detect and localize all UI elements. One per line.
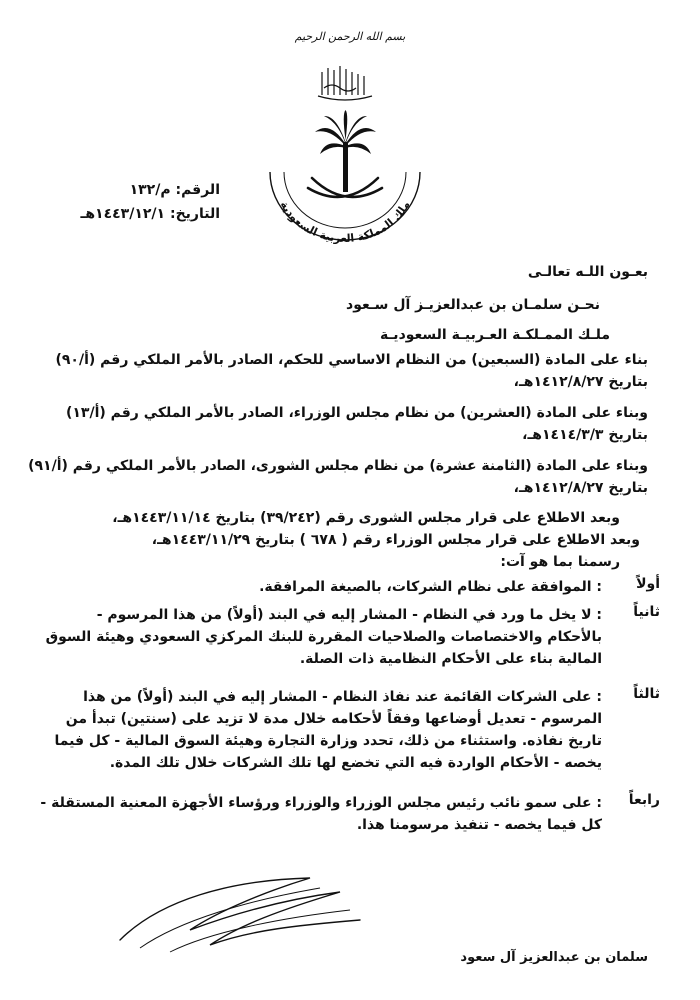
article-2: [40, 604, 660, 670]
article-label: ثانياً: [633, 604, 660, 620]
handwritten-signature: [80, 870, 380, 960]
article-text: : لا يخل ما ورد في النظام - المشار إليه في البند (أولاً) من هذا المرسوم - بالأحكام والاختصاصات والصلاحيات المقررة للبنك المركزي السعودي وهيئة السوق المالية بناء على الأحكام النظامية ذات الصلة.: [45, 607, 602, 667]
decree-number: الرقم: م/١٣٢: [129, 182, 220, 198]
reference-block: [40, 178, 220, 226]
preamble-line: بتاريخ ١٤١٢/٨/٢٧هـ،: [513, 480, 648, 496]
preamble-line: رسمنا بما هو آت:: [500, 554, 620, 570]
article-text: : على الشركات القائمة عند نفاذ النظام - المشار إليه في البند (أولاً) من هذا المرسوم - تعديل أوضاعها وفقاً لأحكامه خلال مدة لا تزيد على (سنتين) تبدأ من تاريخ نفاذه. واستثناء من ذلك، تحدد وزارة التجارة وهيئة السوق المالية - كل فيما يخصه - الأحكام الواردة فيه التي تخضع لها تلك الشركات خلال تلك المدة.: [54, 689, 602, 771]
basmala: بسم الله الرحمن الرحيم: [294, 30, 406, 43]
article-text: : على سمو نائب رئيس مجلس الوزراء والوزراء ورؤساء الأجهزة المعنية المستقلة - كل فيما يخصه - تنفيذ مرسومنا هذا.: [40, 795, 602, 833]
article-label: رابعاً: [628, 792, 660, 808]
opening-king-title: ملـك الممـلكـة العـربيـة السعوديـة: [380, 327, 610, 343]
preamble-line: بتاريخ ١٤١٤/٣/٣هـ،: [522, 427, 648, 443]
article-label: ثالثاً: [633, 686, 660, 702]
preamble-line: وبعد الاطلاع على قرار مجلس الوزراء رقم ( ٦٧٨ ) بتاريخ ١٤٤٣/١١/٢٩هـ،: [151, 532, 640, 548]
article-4: [40, 792, 660, 836]
article-label: أولاً: [636, 576, 660, 592]
decree-date: التاريخ: ١٤٤٣/١٢/١هـ: [80, 206, 220, 222]
article-3: [40, 686, 660, 796]
emblem-ring-text: ملك المملكة العربية السعودية: [277, 198, 413, 245]
preamble-line: بتاريخ ١٤١٢/٨/٢٧هـ،: [513, 374, 648, 390]
svg-text:ملك المملكة العربية السعودية: [278, 199, 413, 245]
saudi-emblem-icon: [260, 60, 430, 245]
preamble-line: وبناء على المادة (الثامنة عشرة) من نظام مجلس الشورى، الصادر بالأمر الملكي رقم (أ/٩١): [28, 458, 648, 474]
palm-tree: [315, 110, 376, 192]
preamble-line: بناء على المادة (السبعين) من النظام الاساسي للحكم، الصادر بالأمر الملكي رقم (أ/٩٠): [55, 352, 648, 368]
preamble-line: وبعد الاطلاع على قرار مجلس الشورى رقم (٣٩/٢٤٢) بتاريخ ١٤٤٣/١١/١٤هـ،: [112, 510, 620, 526]
opening-invocation: بعـون اللـه تعالـى: [527, 264, 648, 280]
shahada-calligraphy: [318, 66, 372, 100]
opening-king-name: نحـن سلمـان بن عبدالعزيـز آل سـعود: [346, 297, 600, 313]
article-text: : الموافقة على نظام الشركات، بالصيغة المرافقة.: [259, 579, 602, 595]
signatory-name: سلمان بن عبدالعزيز آل سعود: [460, 950, 648, 965]
preamble-line: وبناء على المادة (العشرين) من نظام مجلس الوزراء، الصادر بالأمر الملكي رقم (أ/١٣): [65, 405, 648, 421]
article-1: [40, 576, 660, 598]
